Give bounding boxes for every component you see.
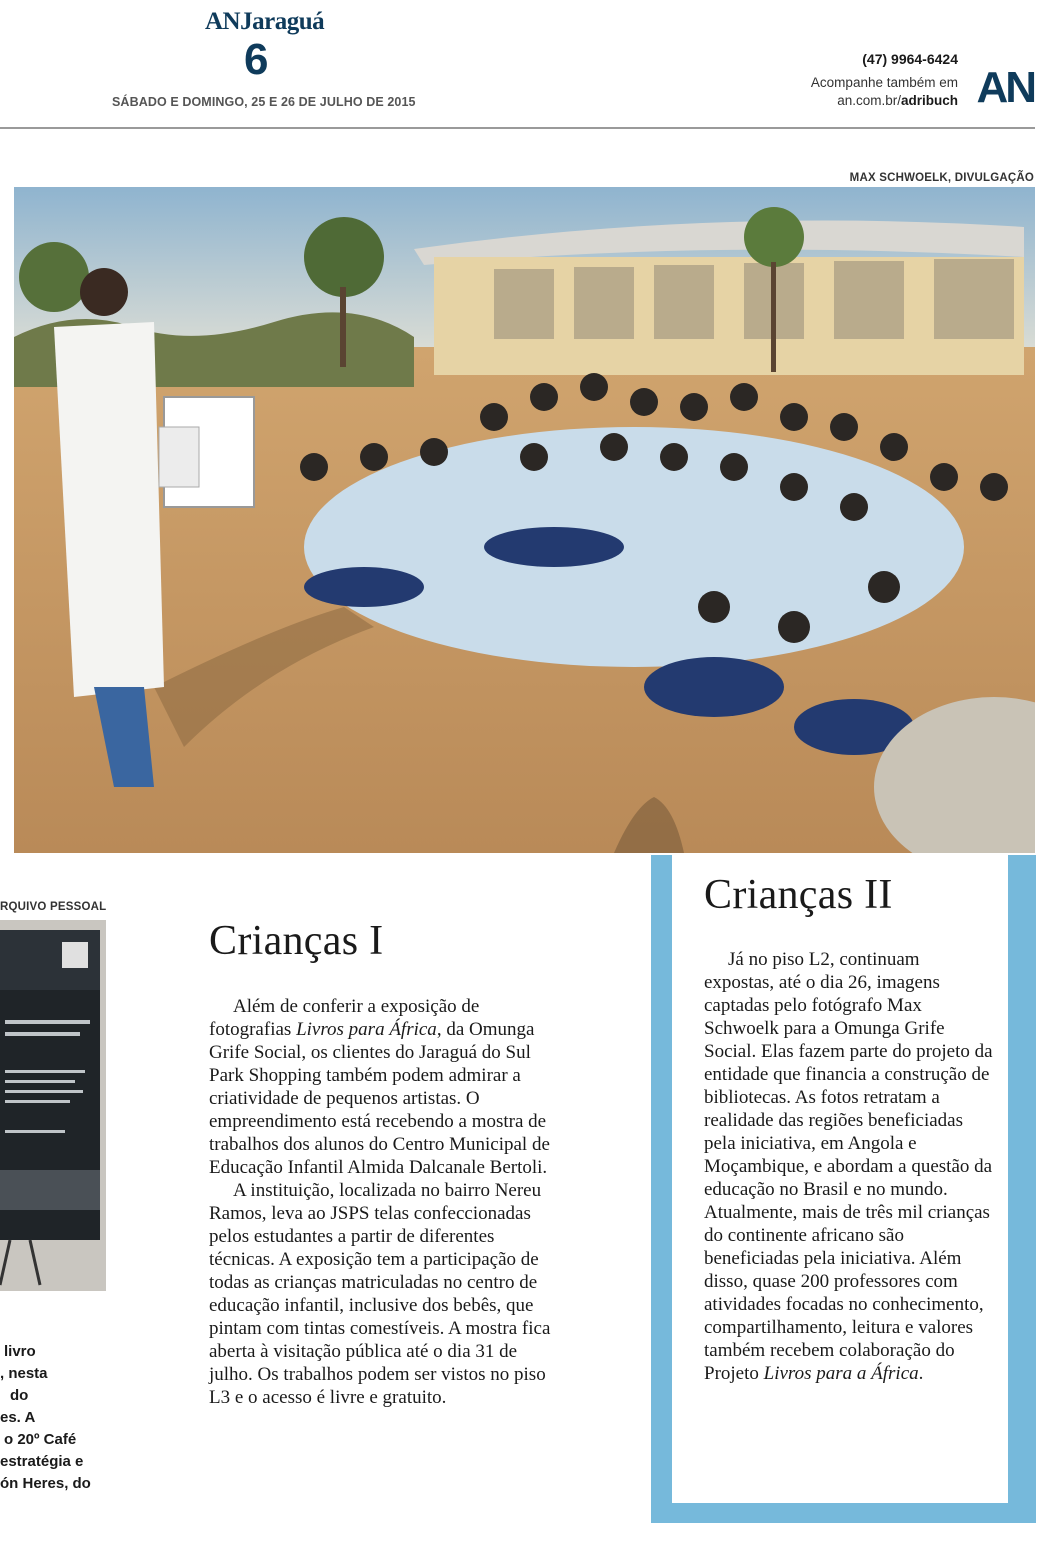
an-logo: AN [976, 63, 1034, 112]
caption-line: ón Heres, do [0, 1475, 91, 1492]
caption-line: o 20º Café [4, 1431, 77, 1448]
main-photo [14, 187, 1035, 853]
banner-photo-illustration [0, 920, 106, 1291]
children-reading-illustration [14, 187, 1035, 853]
left-photo-credit: RQUIVO PESSOAL [0, 901, 107, 913]
edition-date: SÁBADO E DOMINGO, 25 E 26 DE JULHO DE 2015 [112, 95, 416, 109]
follow-link[interactable] [811, 92, 958, 110]
follow-block [811, 74, 958, 110]
header-divider [0, 127, 1035, 129]
follow-handle: adribuch [900, 93, 958, 108]
caption-line: estratégia e [0, 1453, 84, 1470]
left-photo [0, 920, 106, 1291]
article2-title: Crianças II [704, 872, 893, 918]
article1-paragraph: Além de conferir a exposição de fotografias Livros para África, da Omunga Grife Social, os clientes do Jaraguá do Sul Park Shopping também podem admirar a criatividade de pequenos artistas. O empreendimento está recebendo a mostra de trabalhos dos alunos do Centro Municipal de Educação Infantil Almida Dalcanale Bertoli. [209, 996, 550, 1178]
article2-paragraph: Já no piso L2, continuam expostas, até o dia 26, imagens captadas pelo fotógrafo Max Schwoelk para a Omunga Grife Social. Elas fazem parte do projeto da entidade que financia a construção de bibliotecas. As fotos retratam a realidade das regiões beneficiadas pela iniciativa, em Angola e Moçambique, e abordam a questão da educação no Brasil e no mundo. Atualmente, mais de três mil crianças do continente africano são beneficiadas pela iniciativa. Além disso, quase 200 professores com atividades focadas no conhecimento, compartilhamento, leitura e valores também recebem colaboração do Projeto Livros para a África. [704, 949, 993, 1384]
page-number: 6 [244, 35, 269, 84]
caption-line: , nesta [0, 1365, 48, 1382]
article1-paragraph: A instituição, localizada no bairro Nereu Ramos, leva ao JSPS telas confeccionadas pelos estudantes a partir de diferentes técnicas. A exposição tem a participação de todas as crianças matriculadas no centro de educação infantil, inclusive dos bebês, que pintam com tintas comestíveis. A mostra fica aberta à visitação pública até o dia 31 de julho. Os trabalhos podem ser vistos no piso L3 e o acesso é livre e gratuito. [209, 1180, 551, 1408]
left-caption [0, 1341, 112, 1495]
article1-body [209, 995, 559, 1409]
photo-credit: MAX SCHWOELK, DIVULGAÇÃO [849, 172, 1034, 184]
article2-body [704, 948, 994, 1385]
follow-site: an.com.br/ [837, 93, 901, 108]
article1-title: Crianças I [209, 918, 384, 964]
caption-line: do [10, 1387, 29, 1404]
follow-text: Acompanhe também em [810, 75, 958, 90]
caption-line: es. A [0, 1409, 36, 1426]
caption-line: livro [4, 1343, 36, 1360]
contact-phone: (47) 9964-6424 [862, 51, 958, 67]
publication-name: ANJaraguá [205, 8, 325, 35]
